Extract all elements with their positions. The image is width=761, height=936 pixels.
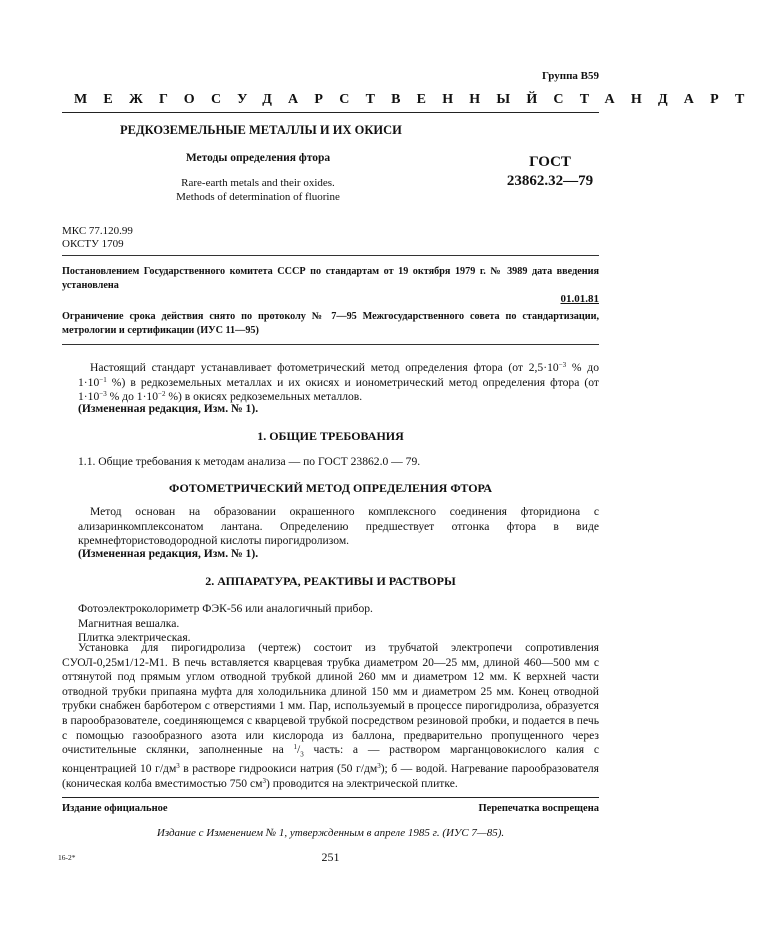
photometric-heading: ФОТОМЕТРИЧЕСКИЙ МЕТОД ОПРЕДЕЛЕНИЯ ФТОРА bbox=[168, 481, 492, 495]
mks-code: МКС 77.120.99 bbox=[62, 225, 133, 237]
official-edition-label: Издание официальное bbox=[62, 803, 168, 814]
reprint-forbidden-label: Перепечатка воспрещена bbox=[478, 803, 599, 814]
equipment-list bbox=[78, 602, 599, 646]
banner-word-2: СТАНДАРТ bbox=[553, 92, 761, 107]
english-title-line-2: Methods of determination of fluorine bbox=[176, 191, 340, 203]
intro-paragraph: Настоящий стандарт устанавливает фотометрический метод определения фтора (от $2,5\cdot 10^{-3}$ % до $1\cdot 10^{-1}$ %) в редкоземельных металлах и их окисях и ионометрический метод определения фтора (от $1\cdot 10^{-3}$ % до $1\cdot 10^{-2}$ %) в окисях редкоземельных металлов. bbox=[78, 361, 599, 404]
section-1-item: 1.1. Общие требования к методам анализа — по ГОСТ 23862.0 — 79. bbox=[78, 455, 421, 468]
intro-edition-note: (Измененная редакция, Изм. № 1). bbox=[78, 402, 259, 415]
gost-number: 23862.32—79 bbox=[506, 173, 594, 189]
photometric-paragraph: Метод основан на образовании окрашенного комплексного соединения фторидиона с ализаринкомплексонатом лантана. Определению предшествует отгонка фтора в виде кремнефтористоводородной кислоты пирогидролизом. bbox=[78, 505, 599, 548]
gost-label: ГОСТ bbox=[529, 154, 571, 170]
document-subtitle: Методы определения фтора bbox=[185, 152, 331, 164]
decree-text: Постановлением Государственного комитета СССР по стандартам от 19 октября 1979 г. № 3989 дата введения установлена bbox=[62, 266, 599, 291]
gost-designation bbox=[495, 153, 605, 191]
photometric-edition-note: (Измененная редакция, Изм. № 1). bbox=[78, 547, 259, 560]
group-label: Группа В59 bbox=[541, 70, 599, 82]
decree-rule bbox=[62, 344, 599, 345]
list-item: Магнитная вешалка. bbox=[78, 616, 180, 630]
okstu-code: ОКСТУ 1709 bbox=[62, 238, 124, 250]
header-rule bbox=[62, 112, 599, 113]
english-title-line-1: Rare-earth metals and their oxides. bbox=[181, 177, 335, 189]
pyrohydrolysis-paragraph: Установка для пирогидролиза (чертеж) состоит из трубчатой электропечи сопротивления СУОЛ-0,25м1/12-М1. В печь вставляется кварцевая трубка диаметром 20—25 мм, длиной 460—500 мм с оттянутой под прямым углом отводной трубкой длиной 260 мм и диаметром 12 мм. К верхней части отводной трубки припаяна муфта для холодильника длиной 150 мм и диаметром 25 мм. Конец отводной трубки снабжен барботером с отверстиями 1 мм. Пар, используемый в процессе пирогидролиза, образуется в парообразователе, соединяющемся с кварцевой трубкой посредством резиновой пробки, и подается в печь с помощью газообразного азота или кислорода из баллона, предварительно пропущенного через очистительные склянки, заполненные на $^1/_3$ часть: а — раствором марганцовокислого калия с концентрацией 10 $г/дм^3$ в растворе гидроокиси натрия (50 $г/дм^3$); б — водой. Нагревание парообразователя (коническая колба вместимостью 750 $см^3$) проводится на электрической плитке. bbox=[62, 641, 599, 790]
print-code: 16-2* bbox=[58, 853, 76, 862]
classification-codes bbox=[62, 225, 133, 251]
limit-text: Ограничение срока действия снято по протоколу № 7—95 Межгосударственного совета по стандартизации, метрологии и сертификации (ИУС 11—95) bbox=[62, 311, 599, 336]
edition-note: Издание с Изменением № 1, утвержденным в апреле 1985 г. (ИУС 7—85). bbox=[156, 827, 505, 839]
banner-word-1: МЕЖГОСУДАРСТВЕННЫЙ bbox=[74, 92, 554, 107]
footer-rule bbox=[62, 797, 599, 798]
effective-date: 01.01.81 bbox=[560, 293, 599, 305]
section-1-heading: 1. ОБЩИЕ ТРЕБОВАНИЯ bbox=[257, 429, 404, 443]
document-title: РЕДКОЗЕМЕЛЬНЫЕ МЕТАЛЛЫ И ИХ ОКИСИ bbox=[120, 123, 402, 137]
codes-rule bbox=[62, 255, 599, 256]
standard-banner bbox=[74, 92, 761, 108]
english-title bbox=[130, 176, 386, 204]
list-item: Фотоэлектроколориметр ФЭК-56 или аналогичный прибор. bbox=[78, 602, 373, 615]
list-item: Плитка электрическая. bbox=[78, 631, 191, 645]
section-2-heading: 2. АППАРАТУРА, РЕАКТИВЫ И РАСТВОРЫ bbox=[205, 574, 456, 588]
page-number: 251 bbox=[321, 850, 340, 864]
